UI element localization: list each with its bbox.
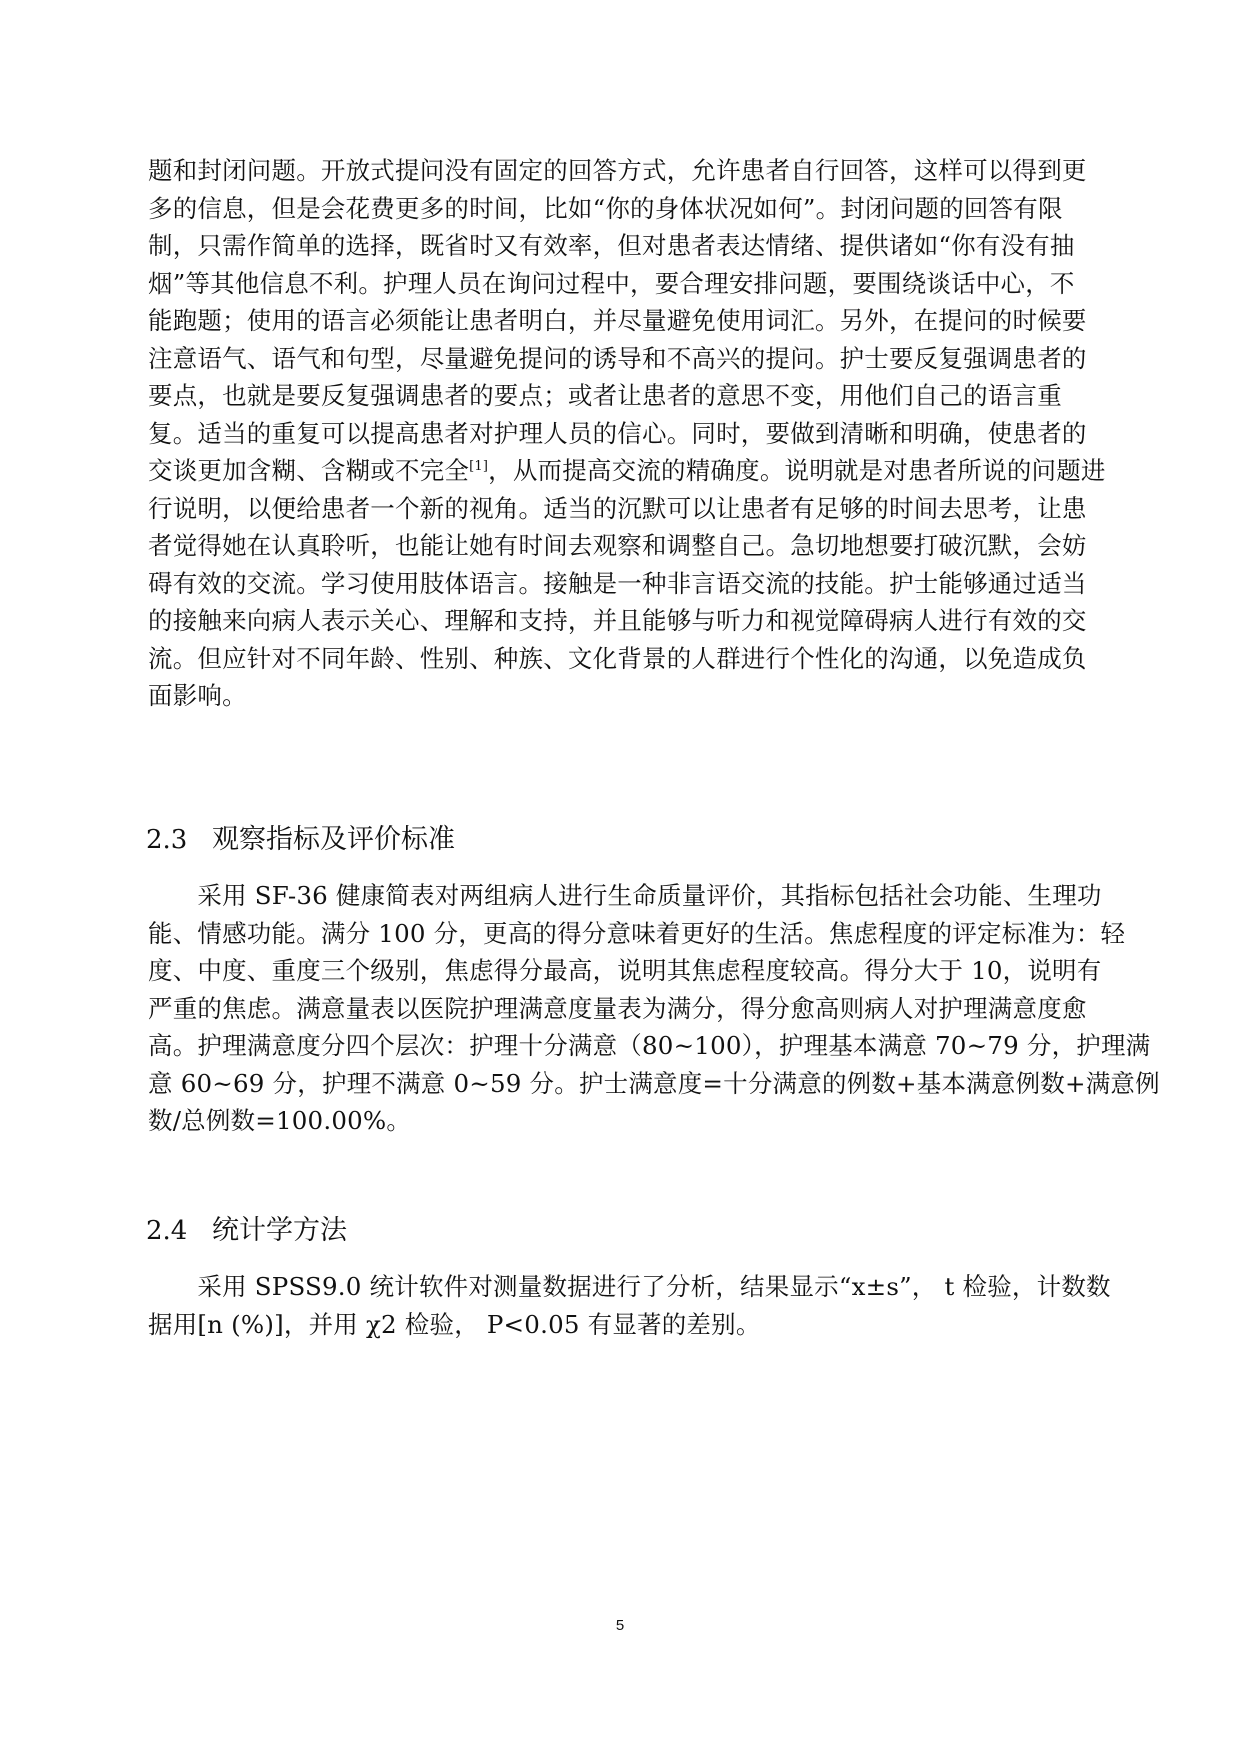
text-line: 注意语气、语气和句型，尽量避免提问的诱导和不高兴的提问。护士要反复强调患者的	[148, 343, 1087, 373]
text-line: 能跑题；使用的语言必须能让患者明白，并尽量避免使用词汇。另外，在提问的时候要	[148, 306, 1087, 335]
text-line: 烟”等其他信息不利。护理人员在询问过程中，要合理安排问题，要围绕谈话中心，不	[148, 268, 1075, 298]
text-line: 多的信息，但是会花费更多的时间，比如“你的身体状况如何”。封闭问题的回答有限	[148, 193, 1063, 223]
text-line: 严重的焦虑。满意量表以医院护理满意度量表为满分，得分愈高则病人对护理满意度愈	[148, 993, 1087, 1023]
text-line: 度、中度、重度三个级别，焦虑得分最高，说明其焦虑程度较高。得分大于 10，说明有	[148, 956, 1102, 985]
text-line: 流。但应针对不同年龄、性别、种族、文化背景的人群进行个性化的沟通，以免造成负	[148, 643, 1087, 673]
section-heading-2-4	[146, 1213, 347, 1249]
text-line: 据用[n (%)]，并用 χ2 检验， P<0.05 有显著的差别。	[148, 1309, 761, 1339]
paragraph-observation-indicators	[148, 877, 1160, 1140]
text-line: 行说明，以便给患者一个新的视角。适当的沉默可以让患者有足够的时间去思考，让患	[148, 493, 1087, 523]
text-segment: 交谈更加含糊、含糊或不完全	[148, 456, 470, 485]
section-title: 统计学方法	[212, 1215, 347, 1246]
text-line: 要点，也就是要反复强调患者的要点；或者让患者的意思不变，用他们自己的语言重	[148, 381, 1062, 410]
section-heading-2-3	[146, 822, 455, 858]
paragraph-communication-skills	[148, 152, 1118, 715]
text-line: 采用 SPSS9.0 统计软件对测量数据进行了分析，结果显示“x±s”， t 检验，计数数	[148, 1272, 1111, 1301]
text-line: 面影响。	[148, 681, 247, 710]
paragraph-statistical-methods	[148, 1268, 1118, 1343]
text-line: 题和封闭问题。开放式提问没有固定的回答方式，允许患者自行回答，这样可以得到更	[148, 156, 1087, 185]
text-line: 高。护理满意度分四个层次：护理十分满意（80~100），护理基本满意 70~79 分，护理满	[148, 1031, 1151, 1060]
text-line: 制，只需作简单的选择，既省时又有效率，但对患者表达情绪、提供诸如“你有没有抽	[148, 231, 1075, 260]
text-line: 的接触来向病人表示关心、理解和支持，并且能够与听力和视觉障碍病人进行有效的交	[148, 606, 1087, 635]
text-line: 者觉得她在认真聆听，也能让她有时间去观察和调整自己。急切地想要打破沉默，会妨	[148, 531, 1087, 560]
text-line: 采用 SF-36 健康简表对两组病人进行生命质量评价，其指标包括社会功能、生理功	[148, 881, 1102, 910]
page-number: 5	[615, 1617, 625, 1634]
text-line: 能、情感功能。满分 100 分，更高的得分意味着更好的生活。焦虑程度的评定标准为：轻	[148, 918, 1126, 948]
text-line: 复。适当的重复可以提高患者对护理人员的信心。同时，要做到清晰和明确，使患者的	[148, 418, 1087, 448]
text-line: 数/总例数=100.00%。	[148, 1106, 412, 1135]
section-number: 2.3	[146, 825, 188, 855]
citation-reference: [1]	[469, 458, 489, 474]
text-line: 碍有效的交流。学习使用肢体语言。接触是一种非言语交流的技能。护士能够通过适当	[148, 568, 1087, 598]
section-title: 观察指标及评价标准	[212, 824, 455, 855]
text-line: 意 60~69 分，护理不满意 0~59 分。护士满意度=十分满意的例数+基本满意例数+满意例	[148, 1068, 1160, 1098]
text-segment: ，从而提高交流的精确度。说明就是对患者所说的问题进	[488, 456, 1106, 485]
text-line-with-citation	[148, 452, 1118, 490]
section-number: 2.4	[146, 1216, 188, 1246]
